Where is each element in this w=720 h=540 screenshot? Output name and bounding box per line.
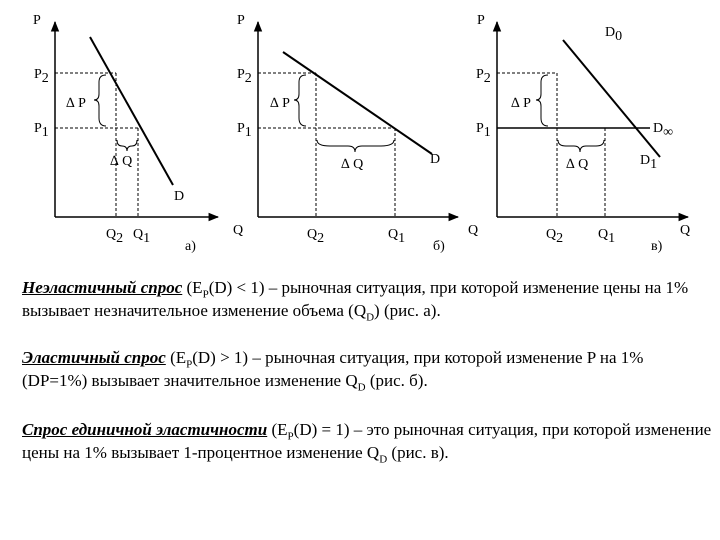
para-subscript: D <box>366 311 375 324</box>
para-text: (D) = 1) – это рыночная ситуация, при которой изменение цены на 1% вызывает 1-процентное изменение Q <box>22 420 712 462</box>
panel-b-dq-label: ∆ Q <box>341 157 364 172</box>
panel-b-q-label: Q <box>233 223 244 238</box>
panel-a-caption: а) <box>185 239 196 254</box>
para-subscript: D <box>357 381 366 394</box>
panel-c <box>468 13 690 254</box>
para-text: (D) < 1) – рыночная ситуация, при которой изменение цены на 1% вызывает незначительное изменение объема (Q <box>22 278 689 320</box>
para-text: (E <box>182 278 203 297</box>
panel-a-p2-label: P2 <box>34 67 49 86</box>
panel-b-dp-label: ∆ P <box>270 96 290 111</box>
para-text: (E <box>165 348 187 367</box>
panel-b-caption: б) <box>433 239 445 254</box>
panel-b-p2-label: P2 <box>237 67 252 86</box>
inelastic-demand-term: Неэластичный спрос <box>22 278 183 297</box>
panel-a-dq-brace <box>117 140 137 151</box>
panel-c-p-label: P <box>477 13 485 28</box>
panel-b <box>233 13 458 254</box>
panel-b-demand-curve <box>283 52 432 154</box>
para-text: ) (рис. а). <box>374 301 441 320</box>
unit-elastic-demand-term: Спрос единичной эластичности <box>22 420 268 439</box>
panel-c-dinf-label: D∞ <box>653 121 674 140</box>
panel-c-q2-label: Q2 <box>546 227 564 246</box>
panel-c-p2-label: P2 <box>476 67 491 86</box>
panel-c-dp-brace <box>536 75 548 126</box>
unit-elastic-demand-definition <box>22 418 712 464</box>
panel-c-q-label: Q <box>468 223 479 238</box>
panel-c-q-axis-end-label: Q <box>680 223 691 238</box>
panel-c-demand-d0 <box>563 40 660 157</box>
panel-c-q1-label: Q1 <box>598 227 616 246</box>
para-text: (рис. б). <box>365 371 428 390</box>
panel-a-p1-label: P1 <box>34 121 49 140</box>
elastic-demand-definition <box>22 346 712 392</box>
panel-a-dp-label: ∆ P <box>66 96 86 111</box>
panel-b-p1-label: P1 <box>237 121 252 140</box>
panel-a <box>33 13 218 254</box>
panel-c-p1-label: P1 <box>476 121 491 140</box>
para-text: (D) > 1) – рыночная ситуация, при которой изменение P на 1% (DP=1%) вызывает значительное изменение Q <box>22 348 644 390</box>
para-subscript: P <box>186 358 193 371</box>
panel-a-q2-label: Q2 <box>106 227 124 246</box>
para-subscript: P <box>287 430 294 443</box>
panel-c-d1-label: D1 <box>640 153 658 172</box>
para-subscript: P <box>202 288 209 301</box>
panel-b-q1-label: Q1 <box>388 227 406 246</box>
panel-a-dq-label: ∆ Q <box>110 154 133 169</box>
elastic-demand-term: Эластичный спрос <box>22 348 166 367</box>
panel-b-q2-label: Q2 <box>307 227 325 246</box>
panel-c-dq-brace <box>558 140 604 152</box>
panel-c-dq-label: ∆ Q <box>566 157 589 172</box>
para-text: (E <box>267 420 288 439</box>
panel-a-dp-brace <box>94 75 106 126</box>
inelastic-demand-definition <box>22 276 712 322</box>
panel-c-d0-label: D0 <box>605 25 623 44</box>
panel-b-dq-brace <box>317 140 394 152</box>
panel-b-p-label: P <box>237 13 245 28</box>
panel-c-dp-label: ∆ P <box>511 96 531 111</box>
para-subscript: D <box>379 453 388 466</box>
panel-c-caption: в) <box>651 239 663 254</box>
para-text: (рис. в). <box>387 443 449 462</box>
panel-a-d-label: D <box>174 189 185 204</box>
panel-a-p-label: P <box>33 13 41 28</box>
panel-b-d-label: D <box>430 152 441 167</box>
panel-a-q1-label: Q1 <box>133 227 151 246</box>
panel-b-dp-brace <box>294 75 306 126</box>
